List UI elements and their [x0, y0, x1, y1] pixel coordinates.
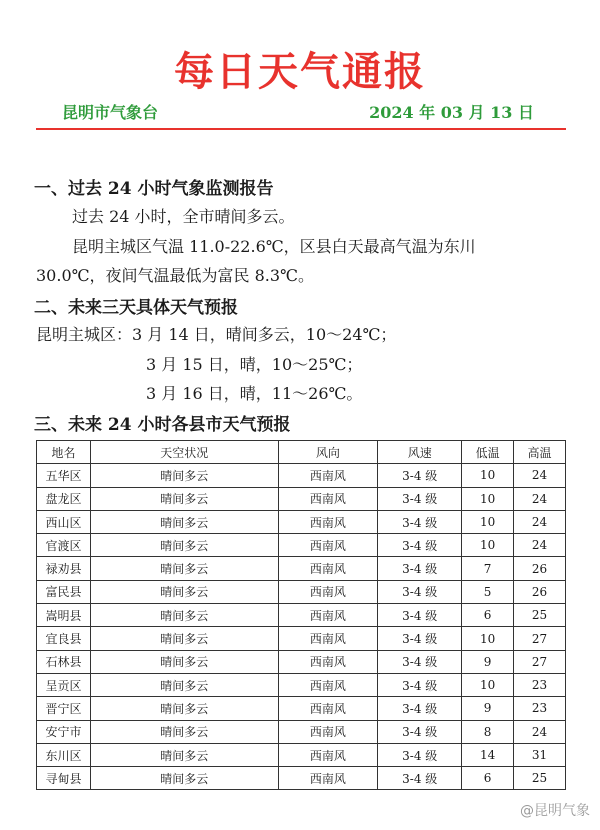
- column-header: 风速: [378, 441, 462, 464]
- table-cell: 晴间多云: [90, 604, 278, 627]
- table-cell: 10: [462, 487, 514, 510]
- table-cell: 五华区: [37, 464, 91, 487]
- table-cell: 24: [514, 720, 566, 743]
- table-header-row: [37, 441, 566, 464]
- table-cell: 西南风: [278, 767, 378, 790]
- table-cell: 9: [462, 697, 514, 720]
- table-row: [37, 604, 566, 627]
- table-cell: 东川区: [37, 743, 91, 766]
- table-cell: 23: [514, 673, 566, 696]
- table-cell: 3-4 级: [378, 720, 462, 743]
- table-cell: 27: [514, 650, 566, 673]
- report-date: 2024 年 03 月 13 日: [369, 103, 534, 122]
- table-cell: 晴间多云: [90, 720, 278, 743]
- table-cell: 3-4 级: [378, 510, 462, 533]
- table-cell: 西南风: [278, 627, 378, 650]
- table-cell: 24: [514, 487, 566, 510]
- table-cell: 禄劝县: [37, 557, 91, 580]
- table-cell: 晴间多云: [90, 557, 278, 580]
- column-header: 风向: [278, 441, 378, 464]
- table-cell: 3-4 级: [378, 487, 462, 510]
- table-cell: 3-4 级: [378, 464, 462, 487]
- table-cell: 3-4 级: [378, 557, 462, 580]
- column-header: 低温: [462, 441, 514, 464]
- table-cell: 西南风: [278, 673, 378, 696]
- table-row: [37, 557, 566, 580]
- table-cell: 9: [462, 650, 514, 673]
- table-cell: 安宁市: [37, 720, 91, 743]
- section3-heading: 三、未来 24 小时各县市天气预报: [34, 415, 291, 435]
- watermark: @昆明气象: [520, 803, 590, 819]
- table-cell: 3-4 级: [378, 743, 462, 766]
- table-cell: 西山区: [37, 510, 91, 533]
- table-cell: 25: [514, 767, 566, 790]
- table-row: [37, 673, 566, 696]
- table-row: [37, 510, 566, 533]
- forecast-line: 昆明主城区：3 月 14 日，晴间多云，10～24℃；: [36, 325, 397, 344]
- table-row: [37, 743, 566, 766]
- section2-heading: 二、未来三天具体天气预报: [34, 298, 238, 318]
- table-cell: 盘龙区: [37, 487, 91, 510]
- table-cell: 石林县: [37, 650, 91, 673]
- table-cell: 6: [462, 604, 514, 627]
- table-cell: 24: [514, 464, 566, 487]
- table-cell: 3-4 级: [378, 534, 462, 557]
- table-cell: 31: [514, 743, 566, 766]
- county-forecast-table: [36, 440, 566, 790]
- table-cell: 晴间多云: [90, 534, 278, 557]
- table-cell: 晴间多云: [90, 627, 278, 650]
- section1-paragraph-2-line2: 30.0℃，夜间气温最低为富民 8.3℃。: [36, 266, 314, 285]
- table-cell: 27: [514, 627, 566, 650]
- table-cell: 10: [462, 510, 514, 533]
- table-cell: 西南风: [278, 534, 378, 557]
- table-cell: 宜良县: [37, 627, 91, 650]
- table-cell: 嵩明县: [37, 604, 91, 627]
- table-cell: 10: [462, 464, 514, 487]
- section1-heading: 一、过去 24 小时气象监测报告: [34, 179, 274, 199]
- table-cell: 26: [514, 580, 566, 603]
- table-cell: 西南风: [278, 720, 378, 743]
- issuer: 昆明市气象台: [62, 103, 159, 122]
- table-cell: 5: [462, 580, 514, 603]
- table-cell: 富民县: [37, 580, 91, 603]
- table-cell: 晴间多云: [90, 464, 278, 487]
- table-row: [37, 720, 566, 743]
- table-cell: 西南风: [278, 510, 378, 533]
- table-cell: 3-4 级: [378, 604, 462, 627]
- table-cell: 10: [462, 673, 514, 696]
- table-cell: 14: [462, 743, 514, 766]
- table-cell: 晴间多云: [90, 673, 278, 696]
- table-cell: 晴间多云: [90, 510, 278, 533]
- table-cell: 23: [514, 697, 566, 720]
- forecast-line: 3 月 16 日，晴，11～26℃。: [146, 384, 363, 403]
- table-cell: 10: [462, 534, 514, 557]
- table-cell: 26: [514, 557, 566, 580]
- table-cell: 3-4 级: [378, 627, 462, 650]
- table-cell: 7: [462, 557, 514, 580]
- report-title: 每日天气通报: [174, 48, 426, 95]
- table-row: [37, 580, 566, 603]
- table-cell: 晴间多云: [90, 580, 278, 603]
- table-cell: 10: [462, 627, 514, 650]
- table-cell: 西南风: [278, 604, 378, 627]
- table-cell: 晋宁区: [37, 697, 91, 720]
- table-row: [37, 767, 566, 790]
- table-cell: 晴间多云: [90, 697, 278, 720]
- table-cell: 晴间多云: [90, 743, 278, 766]
- table-cell: 24: [514, 534, 566, 557]
- header-divider: [36, 128, 566, 130]
- table-cell: 3-4 级: [378, 697, 462, 720]
- table-cell: 晴间多云: [90, 767, 278, 790]
- table-cell: 8: [462, 720, 514, 743]
- table-cell: 晴间多云: [90, 650, 278, 673]
- table-row: [37, 534, 566, 557]
- table-cell: 3-4 级: [378, 673, 462, 696]
- section1-paragraph-1: 过去 24 小时，全市晴间多云。: [72, 207, 295, 226]
- table-cell: 西南风: [278, 487, 378, 510]
- table-cell: 24: [514, 510, 566, 533]
- table-cell: 官渡区: [37, 534, 91, 557]
- section1-paragraph-2-line1: 昆明主城区气温 11.0-22.6℃，区县白天最高气温为东川: [72, 237, 476, 256]
- table-cell: 3-4 级: [378, 580, 462, 603]
- table-row: [37, 627, 566, 650]
- forecast-line: 3 月 15 日，晴，10～25℃；: [146, 355, 363, 374]
- column-header: 地名: [37, 441, 91, 464]
- table-cell: 呈贡区: [37, 673, 91, 696]
- table-row: [37, 487, 566, 510]
- table-cell: 晴间多云: [90, 487, 278, 510]
- column-header: 高温: [514, 441, 566, 464]
- table-cell: 25: [514, 604, 566, 627]
- table-cell: 6: [462, 767, 514, 790]
- table-cell: 西南风: [278, 580, 378, 603]
- table-cell: 西南风: [278, 464, 378, 487]
- table-cell: 西南风: [278, 650, 378, 673]
- table-row: [37, 697, 566, 720]
- table-row: [37, 650, 566, 673]
- column-header: 天空状况: [90, 441, 278, 464]
- table-cell: 3-4 级: [378, 650, 462, 673]
- table-cell: 西南风: [278, 557, 378, 580]
- table-cell: 西南风: [278, 697, 378, 720]
- table-cell: 3-4 级: [378, 767, 462, 790]
- table-cell: 西南风: [278, 743, 378, 766]
- table-cell: 寻甸县: [37, 767, 91, 790]
- table-row: [37, 464, 566, 487]
